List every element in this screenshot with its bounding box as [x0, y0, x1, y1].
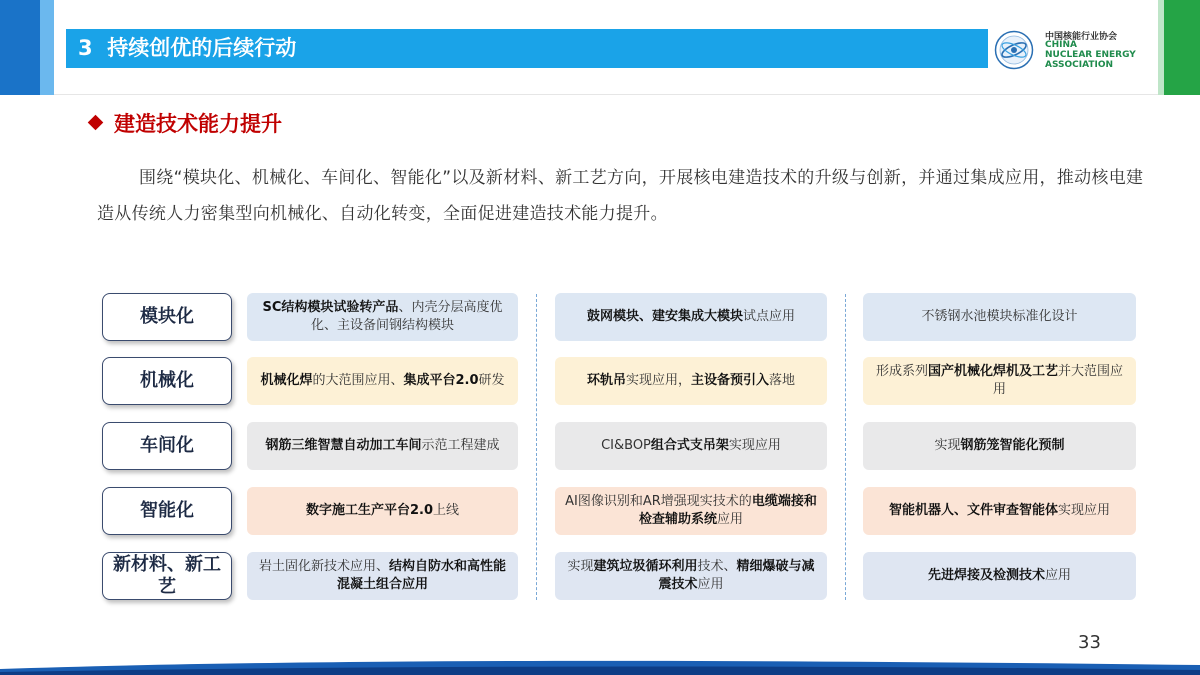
cell-text: 应用 — [1045, 568, 1072, 583]
logo-en-line: NUCLEAR ENERGY — [1045, 50, 1136, 60]
cell-text: 实现 — [934, 438, 961, 453]
header-left-stripe — [40, 0, 54, 95]
tech-cell-text — [260, 372, 504, 390]
cell-text: 技术、 — [697, 559, 737, 574]
tech-cell-text — [563, 558, 819, 594]
cell-text: 新技术应用、 — [310, 559, 389, 574]
tech-cell-text — [587, 372, 795, 390]
highlight-text: 智能机器人、文件审查智能体 — [888, 503, 1058, 518]
tech-cell — [247, 357, 518, 405]
row-label: 智能化 — [102, 487, 232, 535]
tech-cell — [247, 552, 518, 600]
header-right-accent — [1164, 0, 1200, 95]
cell-text: 试点应用 — [743, 309, 796, 324]
tech-cell — [863, 422, 1136, 470]
page-number: 33 — [1078, 632, 1101, 653]
tech-cell — [863, 293, 1136, 341]
cell-text: 岩土固化 — [258, 559, 311, 574]
tech-cell-text — [928, 567, 1071, 585]
tech-cell — [863, 487, 1136, 535]
row-label: 车间化 — [102, 422, 232, 470]
tech-cell-text — [306, 502, 459, 520]
tech-cell — [555, 357, 827, 405]
highlight-text: 组合式支吊架 — [650, 438, 729, 453]
tech-cell-text — [255, 558, 510, 594]
logo-chinese-name: 中国核能行业协会 — [1045, 32, 1118, 42]
tech-cell — [863, 552, 1136, 600]
highlight-text: 先进焊接及检测技术 — [927, 568, 1045, 583]
tech-cell — [247, 487, 518, 535]
tech-cell — [555, 487, 827, 535]
highlight-text: 国产机械化焊机及工艺 — [927, 364, 1058, 379]
cnea-logo — [994, 28, 1144, 74]
highlight-text: 精细爆破与减震技术 — [658, 559, 815, 592]
cell-text: 实现应用， — [625, 373, 691, 388]
cell-text: 并大范围应用 — [992, 364, 1124, 397]
logo-english-name — [1045, 40, 1136, 70]
logo-en-line: ASSOCIATION — [1045, 60, 1114, 70]
highlight-text: 鼓网模块、建安集成大模块 — [586, 309, 743, 324]
cell-text: 、内壳分层高度优化、主设备间钢结构模块 — [310, 300, 503, 333]
cell-text: 实现应用 — [728, 438, 781, 453]
row-label: 机械化 — [102, 357, 232, 405]
tech-cell-text — [871, 363, 1128, 399]
highlight-text: SC结构模块试验转产品 — [262, 300, 399, 315]
tech-cell — [247, 422, 518, 470]
cell-text: 不锈钢水池模块标准化设计 — [921, 309, 1078, 324]
column-divider — [536, 294, 537, 600]
row-label: 新材料、新工艺 — [102, 552, 232, 600]
cell-text: AI图像识别和AR增强现实技术的 — [565, 494, 752, 509]
highlight-text: 钢筋笼智能化预制 — [960, 438, 1065, 453]
tech-cell-text — [265, 437, 499, 455]
tech-cell-text — [563, 493, 819, 529]
highlight-text: 数字施工生产平台2.0 — [305, 503, 433, 518]
highlight-text: 钢筋三维智慧自动加工车间 — [265, 438, 422, 453]
tech-cell — [555, 422, 827, 470]
highlight-text: 集成平台2.0 — [403, 373, 479, 388]
highlight-text: 电缆端接和检查辅助系统 — [638, 494, 817, 527]
footer-wave — [0, 657, 1200, 675]
header-left-accent — [0, 0, 40, 95]
slide-title: 3 持续创优的后续行动 — [78, 36, 297, 60]
tech-cell — [863, 357, 1136, 405]
tech-cell-text — [601, 437, 781, 455]
cell-text: 的大范围应用、 — [312, 373, 404, 388]
highlight-text: 机械化焊 — [260, 373, 313, 388]
tech-cell-text — [587, 308, 795, 326]
row-label: 模块化 — [102, 293, 232, 341]
diamond-bullet-icon — [88, 115, 104, 131]
intro-paragraph: 围绕“模块化、机械化、车间化、智能化”以及新材料、新工艺方向，开展核电建造技术的升级与创新，并通过集成应用，推动核电建造从传统人力密集型向机械化、自动化转变，全面促进建造技术能力提升。 — [97, 168, 1144, 224]
tech-cell — [555, 552, 827, 600]
cell-text: 应用 — [717, 512, 744, 527]
cell-text: 上线 — [433, 503, 460, 518]
tech-cell — [555, 293, 827, 341]
highlight-text: 主设备预引入 — [691, 373, 770, 388]
logo-en-line: CHINA — [1045, 40, 1077, 50]
cell-text: 应用 — [697, 577, 724, 592]
cell-text: 示范工程建成 — [421, 438, 500, 453]
header-divider — [54, 94, 1158, 95]
highlight-text: 环轨吊 — [586, 373, 626, 388]
section-title: 建造技术能力提升 — [114, 112, 282, 136]
highlight-text: 结构自防水和高性能混凝土组合应用 — [336, 559, 507, 592]
cell-text: CI&BOP — [601, 438, 651, 453]
tech-cell-text — [921, 308, 1077, 326]
cell-text: 研发 — [478, 373, 505, 388]
cell-text: 实现 — [567, 559, 594, 574]
tech-cell-text — [889, 502, 1110, 520]
tech-cell-text — [255, 299, 510, 335]
tech-cell — [247, 293, 518, 341]
highlight-text: 建筑垃圾循环利用 — [593, 559, 698, 574]
tech-cell-text — [934, 437, 1064, 455]
cnea-emblem-icon — [994, 30, 1034, 70]
column-divider — [845, 294, 846, 600]
cell-text: 实现应用 — [1058, 503, 1111, 518]
cell-text: 形成系列 — [875, 364, 928, 379]
cell-text: 落地 — [769, 373, 796, 388]
